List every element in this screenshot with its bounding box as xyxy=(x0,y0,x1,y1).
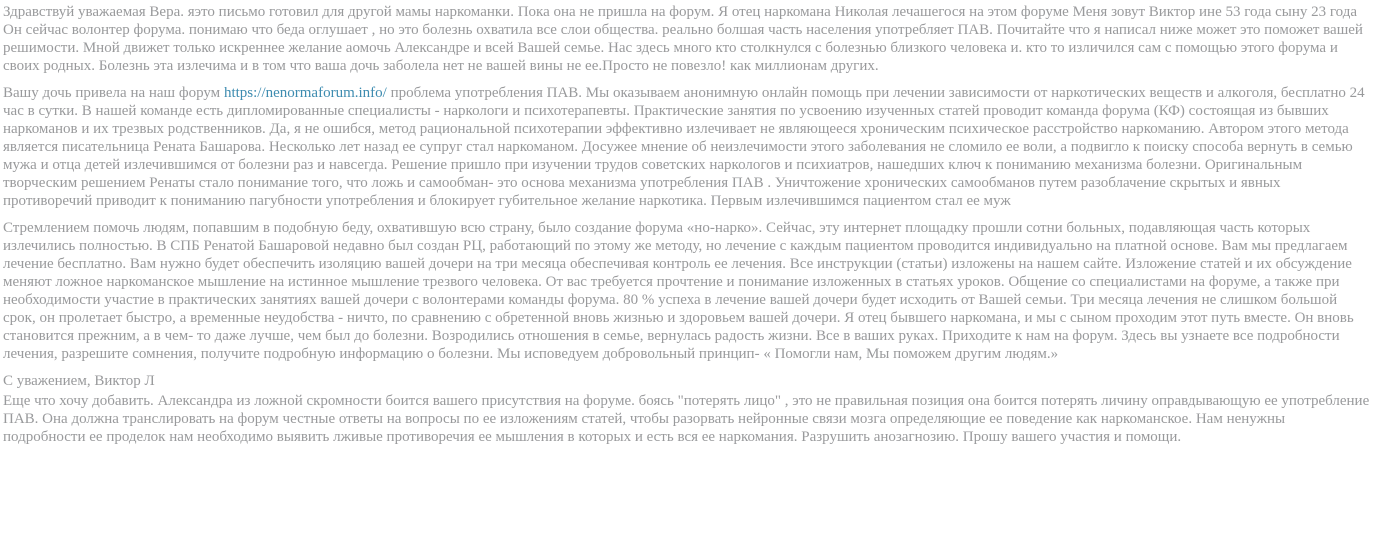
paragraph-text-after-link: проблема употребления ПАВ. Мы оказываем анонимную онлайн помощь при лечении зависимости от наркотических веществ и алкоголя, бесплатно 24 час в сутки. В нашей команде есть дипломированные специалисты - наркологи и психотерапевты. Практические занятия по усвоению изученных статей проводит команда форума (КФ) состоящая из бывших наркоманов и их трезвых родственников. Да, я не ошибся, метод рациональной психотерапии эффективно излечивает не являющееся хроническим психическое расстройство наркоманию. Автором этого метода является писательница Рената Башарова. Несколько лет назад ее супруг стал наркоманом. Досужее мнение об неизлечимости этого заболевания не сломило ее воли, а подвигло к поиску способа вернуть в семью мужа и отца детей излечившимся от болезни раз и навсегда. Решение пришло при изучении трудов советских наркологов и психиатров, нашедших ключ к пониманию механизма болезни. Оригинальным творческим решением Ренаты стало понимание того, что ложь и самообман- это основа механизма употребления ПАВ . Уничтожение хронических самообманов путем разоблачение скрытых и явных противоречий приводит к пониманию пагубности употребления и блокирует губительное желание наркотика. Первым излечившимся пациентом стал ее муж xyxy=(3,85,1365,209)
paragraph-text-before-link: Вашу дочь привела на наш форум xyxy=(3,85,224,101)
letter-postscript: Еще что хочу добавить. Александра из ложной скромности боится вашего присутствия на форуме. боясь "потерять лицо" , это не правильная позиция она боится потерять личину оправдывающую ее употребление ПАВ. Она должна транслировать на форум честные ответы на вопросы по ее изложениям статей, чтобы разорвать нейронные связи мозга определяющие ее поведение как наркоманское. Нам ненужны подробности ее проделок нам необходимо выявить лживые противоречия ее мышления в которых и есть вся ее наркомания. Разрушить анозагнозию. Прошу вашего участия и помощи. xyxy=(3,393,1370,445)
letter-paragraph-treatment-offer: Стремлением помочь людям, попавшим в подобную беду, охватившую всю страну, было создание форума «но-нарко». Сейчас, эту интернет площадку прошли сотни больных, подавляющая часть которых излечились полностью. В СПБ Ренатой Башаровой недавно был создан РЦ, работающий по этому же методу, но лечение с каждым пациентом проводится индивидуально на платной основе. Вам мы предлагаем лечение бесплатно. Вам нужно будет обеспечить изоляцию вашей дочери на три месяца обеспечивая контроль ее лечения. Все инструкции (статьи) изложены на нашем сайте. Изложение статей и их обсуждение меняют ложное наркоманское мышление на истинное мышление трезвого человека. От вас требуется прочтение и понимание изложенных в статьях уроков. Общение со специалистами на форуме, а также при необходимости участие в практических занятиях вашей дочери с волонтерами команды форума. 80 % успеха в лечение вашей дочери будет исходить от Вашей семьи. Три месяца лечения не слишком большой срок, он пролетает быстро, а временные неудобства - ничто, по сравнению с обретенной вновь жизнью и здоровьем вашей дочери. Я отец бывшего наркомана, и мы с сыном проходим этот путь вместе. Он вновь становится прежним, а в чем- то даже лучше, чем был до болезни. Возродились отношения в семье, вернулась радость жизни. Все в ваших руках. Приходите к нам на форум. Здесь вы узнаете все подробности лечения, разрешите сомнения, получите подробную информацию о болезни. Мы исповедуем добровольный принцип- « Помогли нам, Мы поможем другим людям.» xyxy=(3,220,1354,362)
letter-paragraph-greeting: Здравствуй уважаемая Вера. яэто письмо готовил для другой мамы наркоманки. Пока она не пришла на форум. Я отец наркомана Николая лечашегося на этом форуме Меня зовут Виктор ине 53 года сыну 23 года Он сейчас волонтер форума. понимаю что беда оглушает , но это болезнь охватила все слои общества. реально болшая часть населения употребляет ПАВ. Почитайте что я написал ниже может это поможет вашей решимости. Мной движет только искреннее желание аомочь Александре и всей Вашей семье. Нас здесь много кто столкнулся с болезнью близкого человека и. кто то изличился сам с помощью этого форума и своих родных. Болезнь эта излечима и в том что ваша дочь заболела нет не вашей вины не ее.Просто не повезло! как миллионам других. xyxy=(3,4,1363,74)
letter-signature: С уважением, Виктор Л xyxy=(3,373,155,389)
forum-url-link[interactable]: https://nenormaforum.info/ xyxy=(223,85,387,101)
letter-paragraph-forum-info xyxy=(3,84,1371,210)
